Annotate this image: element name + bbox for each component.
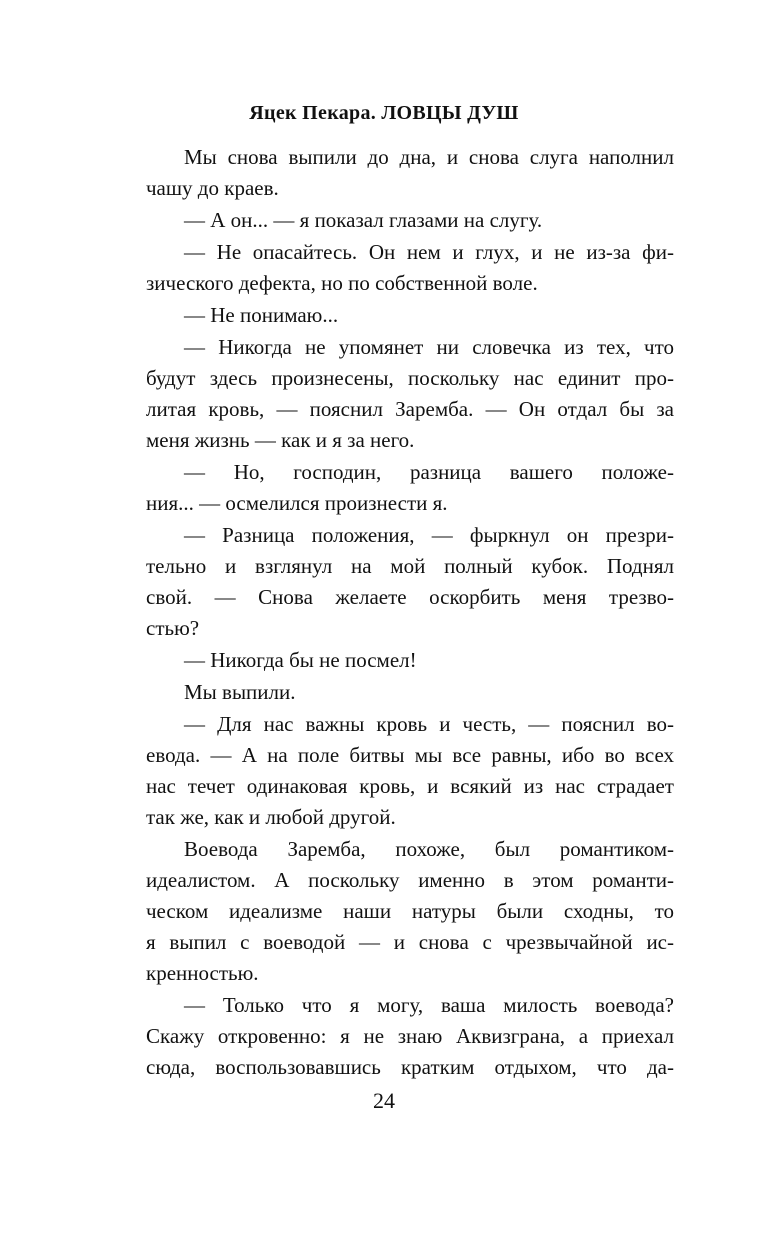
text-line: Мы снова выпили до дна, и снова слуга наполнил xyxy=(184,145,674,169)
page-number: 24 xyxy=(373,1088,395,1113)
text-line: кренностью. xyxy=(146,961,259,985)
running-header: Яцек Пекара. ЛОВЦЫ ДУШ xyxy=(249,102,519,124)
text-line: — Не понимаю... xyxy=(184,303,339,327)
text-line: Воевода Заремба, похоже, был романтиком- xyxy=(184,837,674,861)
body-text xyxy=(146,142,674,1083)
text-line: — Для нас важны кровь и честь, — пояснил во- xyxy=(184,712,674,736)
text-line: литая кровь, — пояснил Заремба. — Он отдал бы за xyxy=(146,397,674,421)
text-line: ния... — осмелился произнести я. xyxy=(146,491,448,515)
text-line: ческом идеализме наши натуры были сходны, то xyxy=(146,899,674,923)
text-line: тельно и взглянул на мой полный кубок. Поднял xyxy=(146,554,674,578)
text-line: свой. — Снова желаете оскорбить меня трезво- xyxy=(146,585,674,609)
text-line: нас течет одинаковая кровь, и всякий из нас страдает xyxy=(146,774,674,798)
text-line: — А он... — я показал глазами на слугу. xyxy=(184,208,543,232)
text-line: — Только что я могу, ваша милость воевода? xyxy=(184,993,674,1017)
text-line: — Никогда не упомянет ни словечка из тех, что xyxy=(184,335,674,359)
text-line: — Но, господин, разница вашего положе- xyxy=(184,460,674,484)
text-line: идеалистом. А поскольку именно в этом романти- xyxy=(146,868,674,892)
text-line: Скажу откровенно: я не знаю Аквизграна, а приехал xyxy=(146,1024,674,1048)
text-line: сюда, воспользовавшись кратким отдыхом, что да- xyxy=(146,1055,674,1079)
text-line: будут здесь произнесены, поскольку нас единит про- xyxy=(146,366,674,390)
text-line: зического дефекта, но по собственной воле. xyxy=(146,271,538,295)
text-line: — Никогда бы не посмел! xyxy=(184,648,417,672)
text-line: — Разница положения, — фыркнул он презри- xyxy=(184,523,674,547)
text-line: — Не опасайтесь. Он нем и глух, и не из-за фи- xyxy=(184,240,674,264)
text-line: чашу до краев. xyxy=(146,176,279,200)
text-line: я выпил с воеводой — и снова с чрезвычайной ис- xyxy=(146,930,674,954)
text-line: стью? xyxy=(146,616,200,640)
text-line: так же, как и любой другой. xyxy=(146,805,396,829)
text-line: Мы выпили. xyxy=(184,680,296,704)
text-line: евода. — А на поле битвы мы все равны, ибо во всех xyxy=(146,743,674,767)
text-line: меня жизнь — как и я за него. xyxy=(146,428,415,452)
